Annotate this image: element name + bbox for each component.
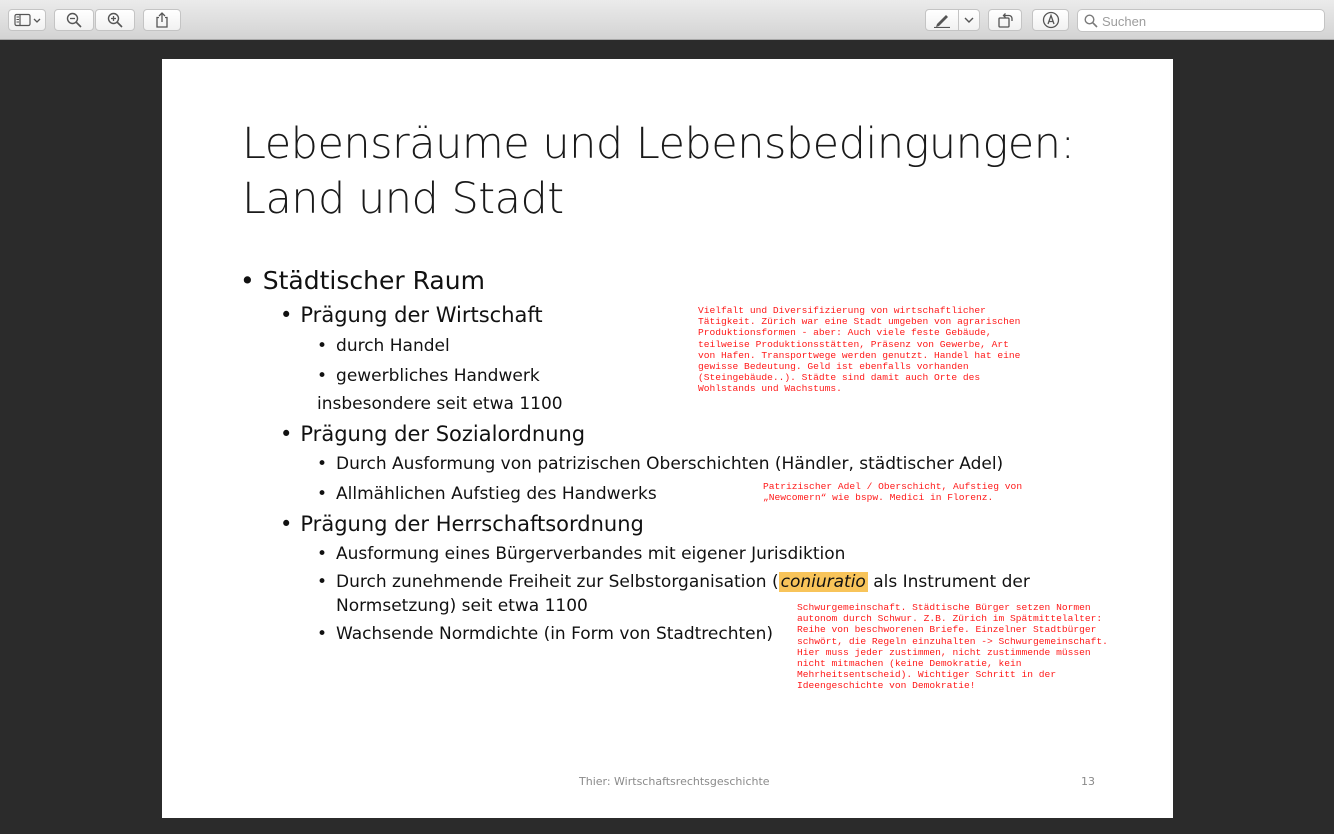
bullet-handwerk: • gewerbliches Handwerk (317, 366, 540, 386)
sidebar-toggle-button[interactable] (8, 9, 46, 31)
bullet-staedtischer-raum: • Städtischer Raum (240, 266, 485, 295)
share-icon (154, 12, 170, 28)
text-normsetzung: Normsetzung) seit etwa 1100 (336, 596, 588, 616)
search-icon (1084, 14, 1098, 28)
page-number: 13 (1081, 775, 1095, 788)
rotate-icon (996, 12, 1014, 28)
sidebar-icon (12, 13, 42, 27)
markup-circle-icon (1042, 11, 1060, 29)
note-adel[interactable]: Patrizischer Adel / Oberschicht, Aufstieg von „Newcomern“ wie bspw. Medici in Florenz. (763, 481, 1023, 504)
note-schwur[interactable]: Schwurgemeinschaft. Städtische Bürger setzen Normen autonom durch Schwur. Z.B. Zürich im Spätmittelalter: Reihe von beschworenen Briefe. Einzelner Stadtbürger schwört, die Regeln einzuhalten -> Schwurgemeinschaft. Hier muss jeder zustimmen, nicht zustimmende müssen nicht mitmachen (keine Demokratie, kein Mehrheitsentscheid). Wichtiger Schritt in der Ideengeschichte von Demokratie! (797, 602, 1108, 692)
footer-text: Thier: Wirtschaftsrechtsgeschichte (579, 775, 770, 788)
search-input[interactable] (1100, 11, 1319, 32)
markup-pen-button[interactable] (925, 9, 959, 31)
share-button[interactable] (143, 9, 181, 31)
bullet-handel: • durch Handel (317, 336, 450, 356)
zoom-in-icon (107, 12, 123, 28)
search-field[interactable] (1077, 9, 1325, 32)
markup-dropdown-button[interactable] (958, 9, 980, 31)
slide-title-line-2: Land und Stadt (242, 174, 564, 224)
slide-title-line-1: Lebensräume und Lebensbedingungen: (242, 119, 1075, 169)
zoom-in-button[interactable] (95, 9, 135, 31)
bullet-herrschaftsordnung: • Prägung der Herrschaftsordnung (280, 512, 644, 536)
slide-title (242, 117, 1142, 227)
bullet-sozialordnung: • Prägung der Sozialordnung (280, 422, 586, 446)
bullet-aufstieg-handwerk: • Allmählichen Aufstieg des Handwerks (317, 484, 657, 504)
pen-icon (933, 12, 951, 28)
note-wirtschaft[interactable]: Vielfalt und Diversifizierung von wirtschaftlicher Tätigkeit. Zürich war eine Stadt umgeben von agrarischen Produktionsformen - aber: Auch viele feste Gebäude, teilweise Produktionsstätten, Präsenz von Gewerbe, Art von Hafen. Transportwege werden genutzt. Handel hat eine gewisse Bedeutung. Geld ist ebenfalls vorhanden (Steingebäude..). Städte sind damit auch Orte des Wohlstands und Wachstums. (698, 305, 1021, 395)
rotate-button[interactable] (988, 9, 1022, 31)
highlight-coniuratio[interactable]: coniuratio (780, 572, 866, 592)
bullet-wirtschaft: • Prägung der Wirtschaft (280, 303, 543, 327)
text-seit-1100: insbesondere seit etwa 1100 (317, 394, 563, 414)
toolbar (0, 0, 1334, 40)
slide-page (162, 59, 1173, 818)
chevron-down-icon (964, 16, 974, 24)
bullet-normdichte: • Wachsende Normdichte (in Form von Stadtrechten) (317, 624, 774, 644)
annotate-button[interactable] (1032, 9, 1069, 31)
zoom-out-button[interactable] (54, 9, 94, 31)
bullet-oberschichten: • Durch Ausformung von patrizischen Oberschichten (Händler, städtischer Adel) (317, 454, 1004, 474)
bullet-buergerverband: • Ausformung eines Bürgerverbandes mit eigener Jurisdiktion (317, 544, 846, 564)
zoom-out-icon (66, 12, 82, 28)
bullet-selbstorganisation: • Durch zunehmende Freiheit zur Selbstorganisation ( coniuratio als Instrument der (317, 572, 1030, 592)
